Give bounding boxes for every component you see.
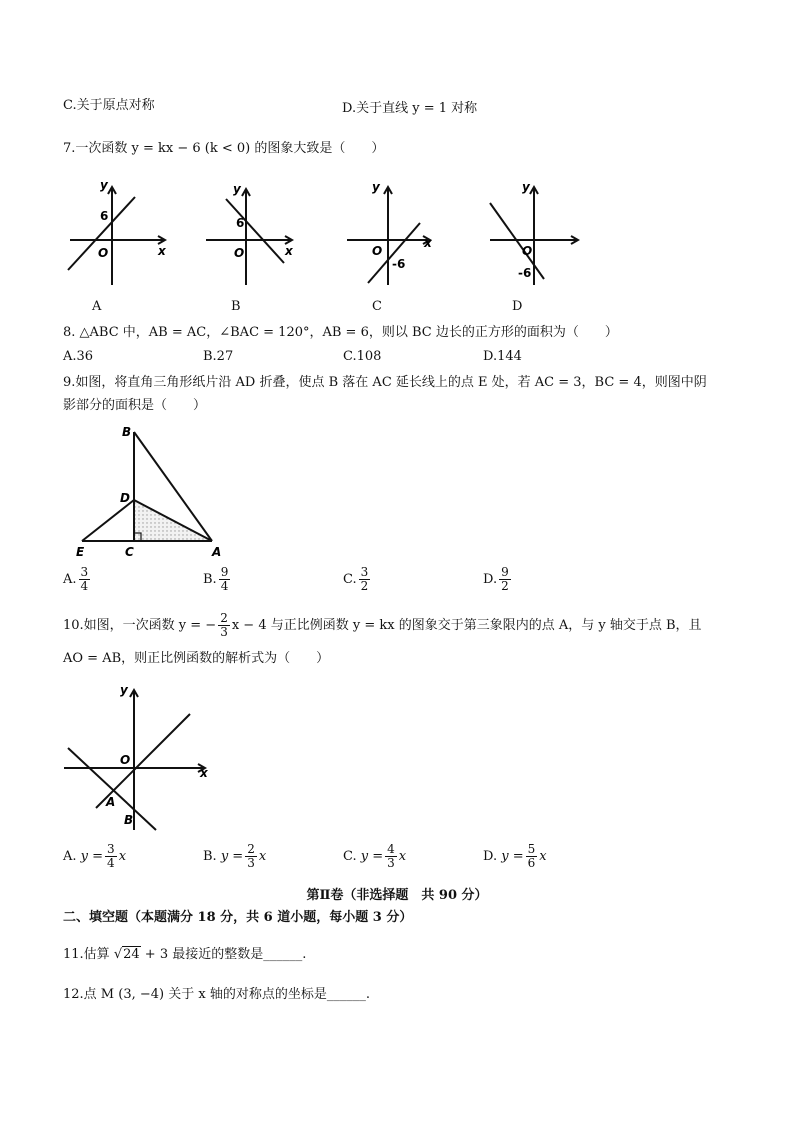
- q9-option-a: A. $\frac{3}{4}$: [63, 565, 89, 593]
- q8-stem: 8. △ABC 中，AB = AC，∠BAC = 120°，AB = 6，则以 BC 边长的正方形的面积为（ ）: [63, 325, 618, 340]
- q12-stem: 12.点 M (3, −4) 关于 x 轴的对称点的坐标是______.: [63, 987, 370, 1002]
- q8-option-d: D.144: [483, 349, 522, 364]
- q9-option-b: B. $\frac{9}{4}$: [203, 565, 229, 593]
- q7d-intercept-label: -6: [518, 266, 532, 280]
- q10-origin-label: O: [120, 753, 131, 767]
- q9-label-e: E: [76, 545, 85, 559]
- q7d-origin-label: O: [522, 244, 533, 258]
- q7b-y-label: y: [233, 182, 241, 196]
- q7-option-b: B: [231, 299, 241, 314]
- q9-label-b: B: [122, 425, 132, 439]
- q7a-origin-label: O: [98, 246, 109, 260]
- q11-stem: 11.估算 √24 + 3 最接近的整数是______.: [63, 947, 307, 962]
- q9-label-c: C: [125, 545, 134, 559]
- q7-graphs: [60, 175, 580, 300]
- q8-option-c: C.108: [343, 349, 382, 364]
- q10-x-label: x: [200, 766, 208, 780]
- q7a-y-label: y: [100, 178, 108, 192]
- q7b-origin-label: O: [234, 246, 245, 260]
- q9-figure: [70, 422, 230, 562]
- q7-stem: 7.一次函数 y = kx − 6 (k < 0) 的图象大致是（ ）: [63, 141, 385, 156]
- q9-label-a: A: [212, 545, 222, 559]
- q9-option-c: C. $\frac{3}{2}$: [343, 565, 369, 593]
- q10-figure: [60, 680, 230, 835]
- q7-graph-a: [68, 178, 167, 285]
- q7c-y-label: y: [372, 180, 380, 194]
- q9-label-d: D: [120, 491, 130, 505]
- q9-stem-line2: 影部分的面积是（ ）: [63, 398, 207, 413]
- q9-stem-line1: 9.如图，将直角三角形纸片沿 AD 折叠，使点 B 落在 AC 延长线上的点 E 处，若 AC = 3，BC = 4，则图中阴: [63, 375, 707, 390]
- q6-option-d: D.关于直线 y = 1 对称: [342, 101, 478, 116]
- q7b-x-label: x: [285, 244, 293, 258]
- q7c-origin-label: O: [372, 244, 383, 258]
- q7a-intercept-label: 6: [100, 209, 109, 223]
- q10-label-a: A: [106, 795, 116, 809]
- q8-option-b: B.27: [203, 349, 234, 364]
- q6-option-c: C.关于原点对称: [63, 98, 155, 113]
- q7b-intercept-label: 6: [236, 216, 245, 230]
- q10-option-c: C. y = $\frac{4}{3}$ x: [343, 842, 407, 870]
- q10-label-b: B: [124, 813, 134, 827]
- q7a-x-label: x: [158, 244, 166, 258]
- section-fill-in-title: 二、填空题（本题满分 18 分，共 6 道小题，每小题 3 分）: [63, 910, 413, 925]
- q7d-y-label: y: [522, 180, 530, 194]
- q9-option-d: D. $\frac{9}{2}$: [483, 565, 509, 593]
- q10-option-b: B. y = $\frac{2}{3}$ x: [203, 842, 267, 870]
- q7-option-d: D: [512, 299, 523, 314]
- q7c-intercept-label: -6: [392, 257, 406, 271]
- q7-option-c: C: [372, 299, 382, 314]
- q7-graph-d: [490, 180, 578, 285]
- q8-option-a: A.36: [63, 349, 94, 364]
- q7c-x-label: x: [424, 236, 432, 250]
- part2-title: 第Ⅱ卷（非选择题 共 90 分）: [306, 888, 488, 903]
- q10-option-a: A. y = $\frac{3}{4}$ x: [63, 842, 127, 870]
- q7-graph-b: [206, 182, 294, 285]
- q10-stem-line1: 10.如图，一次函数 y = − $\frac{2}{3}$ x − 4 与正比例函数 y = kx 的图象交于第三象限内的点 A，与 y 轴交于点 B，且: [63, 611, 702, 639]
- q7-option-a: A: [92, 299, 102, 314]
- q10-option-d: D. y = $\frac{5}{6}$ x: [483, 842, 547, 870]
- q10-y-label: y: [120, 683, 128, 697]
- q10-stem-line2: AO = AB，则正比例函数的解析式为（ ）: [63, 651, 330, 666]
- q7-graph-c: [347, 180, 433, 285]
